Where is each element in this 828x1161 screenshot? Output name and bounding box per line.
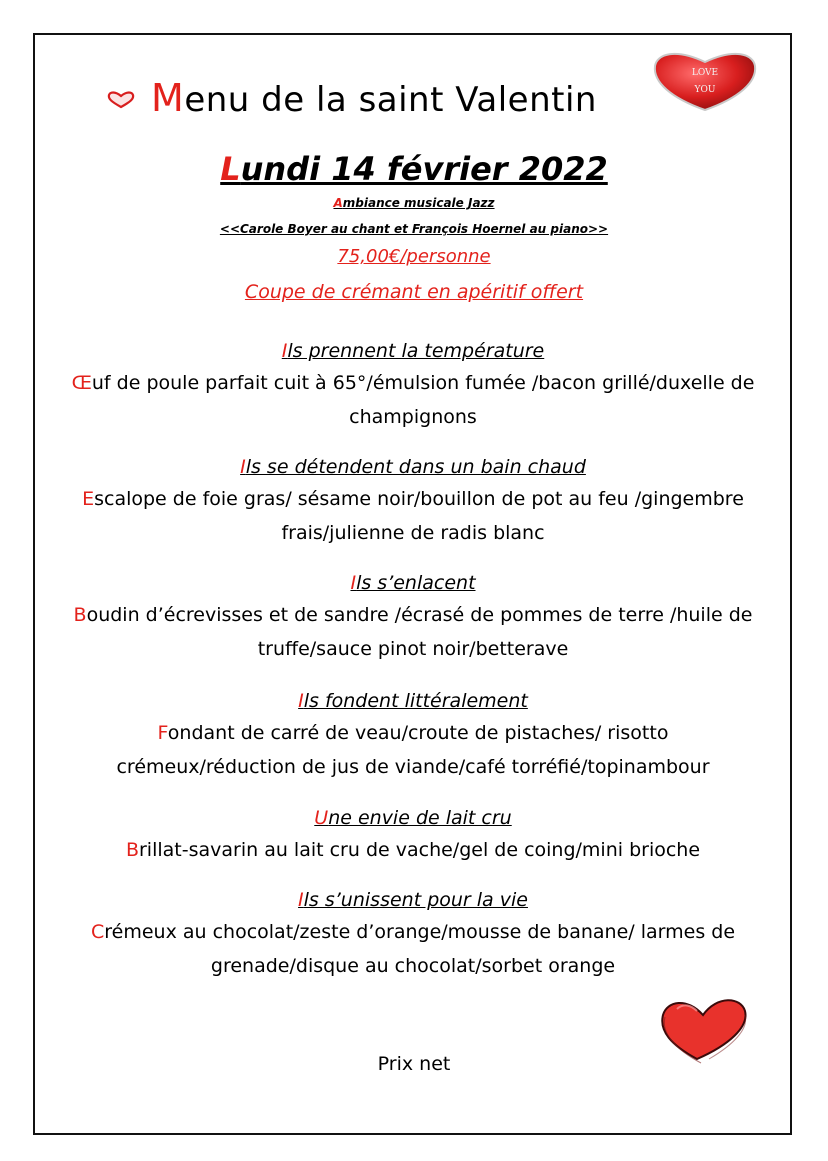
- course-title: [45, 452, 781, 482]
- course-desc-line1: rémeux au chocolat/zeste d’orange/mousse de banane/ larmes de: [104, 921, 736, 943]
- course-title-text: ls s’enlacent: [356, 572, 476, 594]
- ambiance-initial: A: [333, 196, 343, 210]
- course-desc-line1: uf de poule parfait cuit à 65°/émulsion fumée /bacon grillé/duxelle de: [91, 372, 755, 394]
- course-desc-line2: crémeux/réduction de jus de viande/café torréfié/topinambour: [116, 756, 710, 778]
- course-description: [45, 366, 781, 434]
- course-1: [45, 336, 781, 434]
- menu-title: [0, 76, 828, 120]
- course-title-text: ne envie de lait cru: [328, 807, 512, 829]
- course-title: [45, 568, 781, 598]
- course-desc-initial: F: [157, 722, 168, 744]
- price-line: 75,00€/personne: [337, 246, 491, 267]
- heart-badge-text-line2: YOU: [694, 85, 716, 95]
- course-title-text: ls prennent la température: [287, 340, 545, 362]
- course-title: [45, 686, 781, 716]
- course-desc-initial: Œ: [71, 372, 92, 394]
- course-title: [45, 885, 781, 915]
- course-desc-line1: oudin d’écrevisses et de sandre /écrasé de pommes de terre /huile de: [86, 604, 753, 626]
- course-6: [45, 885, 781, 983]
- course-description: [45, 482, 781, 550]
- course-3: [45, 568, 781, 666]
- course-4: [45, 686, 781, 784]
- ambiance-text: mbiance musicale Jazz: [342, 196, 495, 210]
- heart-badge-text-line1: LOVE: [691, 68, 719, 78]
- course-2: [45, 452, 781, 550]
- title-initial: M: [151, 76, 185, 120]
- date-text: undi 14 février 2022: [240, 150, 608, 188]
- price-note: Prix net: [377, 1053, 451, 1075]
- course-title-text: ls se détendent dans un bain chaud: [245, 456, 586, 478]
- title-text: enu de la saint Valentin: [184, 80, 597, 120]
- course-title: [45, 336, 781, 366]
- ambiance-line: [0, 196, 828, 210]
- course-desc-line2: champignons: [349, 406, 477, 428]
- course-description: [45, 915, 781, 983]
- course-desc-line2: frais/julienne de radis blanc: [281, 522, 545, 544]
- course-description: [45, 716, 781, 784]
- artists-line: <<Carole Boyer au chant et François Hoernel au piano>>: [219, 222, 609, 236]
- course-title-text: ls fondent littéralement: [303, 690, 528, 712]
- course-description: [45, 833, 781, 867]
- course-desc-initial: B: [125, 839, 139, 861]
- course-description: [45, 598, 781, 666]
- course-title-text: ls s’unissent pour la vie: [303, 889, 528, 911]
- course-desc-line2: truffe/sauce pinot noir/betterave: [257, 638, 569, 660]
- menu-date: [0, 150, 828, 188]
- course-title-initial: U: [314, 807, 329, 829]
- date-initial: L: [220, 150, 241, 188]
- course-desc-initial: B: [73, 604, 87, 626]
- course-title-initial: I: [240, 456, 246, 478]
- course-title-initial: I: [350, 572, 357, 594]
- course-desc-line1: scalope de foie gras/ sésame noir/bouillon de pot au feu /gingembre: [94, 488, 744, 510]
- course-5: [45, 803, 781, 867]
- course-title-initial: I: [281, 340, 288, 362]
- course-desc-line2: grenade/disque au chocolat/sorbet orange: [210, 955, 616, 977]
- course-title: [45, 803, 781, 833]
- course-desc-line1: ondant de carré de veau/croute de pistaches/ risotto: [167, 722, 669, 744]
- course-desc-line1: rillat-savarin au lait cru de vache/gel de coing/mini brioche: [139, 839, 701, 861]
- course-title-initial: I: [298, 889, 304, 911]
- course-desc-initial: C: [90, 921, 105, 943]
- course-title-initial: I: [298, 690, 304, 712]
- aperitif-line: Coupe de crémant en apéritif offert: [244, 281, 584, 303]
- course-desc-initial: E: [82, 488, 95, 510]
